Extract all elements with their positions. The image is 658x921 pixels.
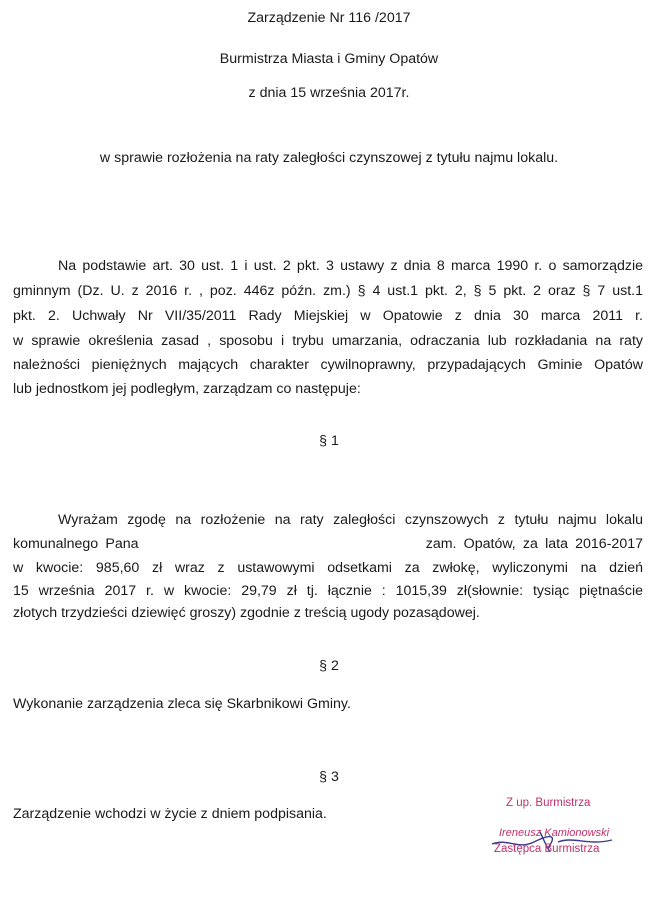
section-1-line: Wyrażam zgodę na rozłożenie na raty zaległości czynszowych z tytułu najmu lokalu (58, 512, 643, 528)
section-1-line: w kwocie: 985,60 zł wraz z ustawowymi odsetkami za zwłokę, wyliczonymi na dzień (13, 560, 643, 576)
document-issuer: Burmistrza Miasta i Gminy Opatów (219, 51, 439, 67)
section-1-line: 15 września 2017 r. w kwocie: 29,79 zł tj. łącznie : 1015,39 zł(słownie: tysiąc piętnaście (13, 583, 643, 599)
stamp-signature-name: Ireneusz Kamionowski (499, 827, 610, 839)
section-heading: § 2 (319, 658, 339, 674)
section-2-line: Wykonanie zarządzenia zleca się Skarbnikowi Gminy. (13, 696, 351, 712)
preamble-line: należności pieniężnych mających charakter cywilnoprawny, przypadających Gminie Opatów (13, 357, 643, 373)
document-title: Zarządzenie Nr 116 /2017 (247, 10, 411, 26)
section-heading: § 3 (319, 769, 339, 785)
preamble-line: gminnym (Dz. U. z 2016 r. , poz. 446z późn. zm.) § 4 ust.1 pkt. 2, § 5 pkt. 2 oraz § 7 ust.1 (13, 283, 643, 299)
section-1-line: komunalnego Pana zam. Opatów, za lata 2016-2017 (13, 536, 643, 552)
document-date: z dnia 15 września 2017r. (248, 85, 410, 101)
document-subject: w sprawie rozłożenia na raty zaległości czynszowej z tytułu najmu lokalu. (99, 150, 559, 166)
section-1-line: złotych trzydzieści dziewięć groszy) zgodnie z treścią ugody pozasądowej. (13, 605, 480, 621)
stamp-line-2: Zastępca Burmistrza (494, 843, 600, 855)
section-3-line: Zarządzenie wchodzi w życie z dniem podpisania. (13, 806, 327, 822)
preamble-line: w sprawie określenia zasad , sposobu i trybu umarzania, odraczania lub rozkładania na raty (13, 333, 643, 349)
stamp-line-1: Z up. Burmistrza (506, 797, 591, 809)
preamble-line: Na podstawie art. 30 ust. 1 i ust. 2 pkt. 3 ustawy z dnia 8 marca 1990 r. o samorządzie (58, 258, 643, 274)
preamble-line: pkt. 2. Uchwały Nr VII/35/2011 Rady Miejskiej w Opatowie z dnia 30 marca 2011 r. (13, 308, 643, 324)
preamble-line: lub jednostkom jej podległym, zarządzam co następuje: (13, 381, 361, 397)
section-heading: § 1 (319, 433, 339, 449)
